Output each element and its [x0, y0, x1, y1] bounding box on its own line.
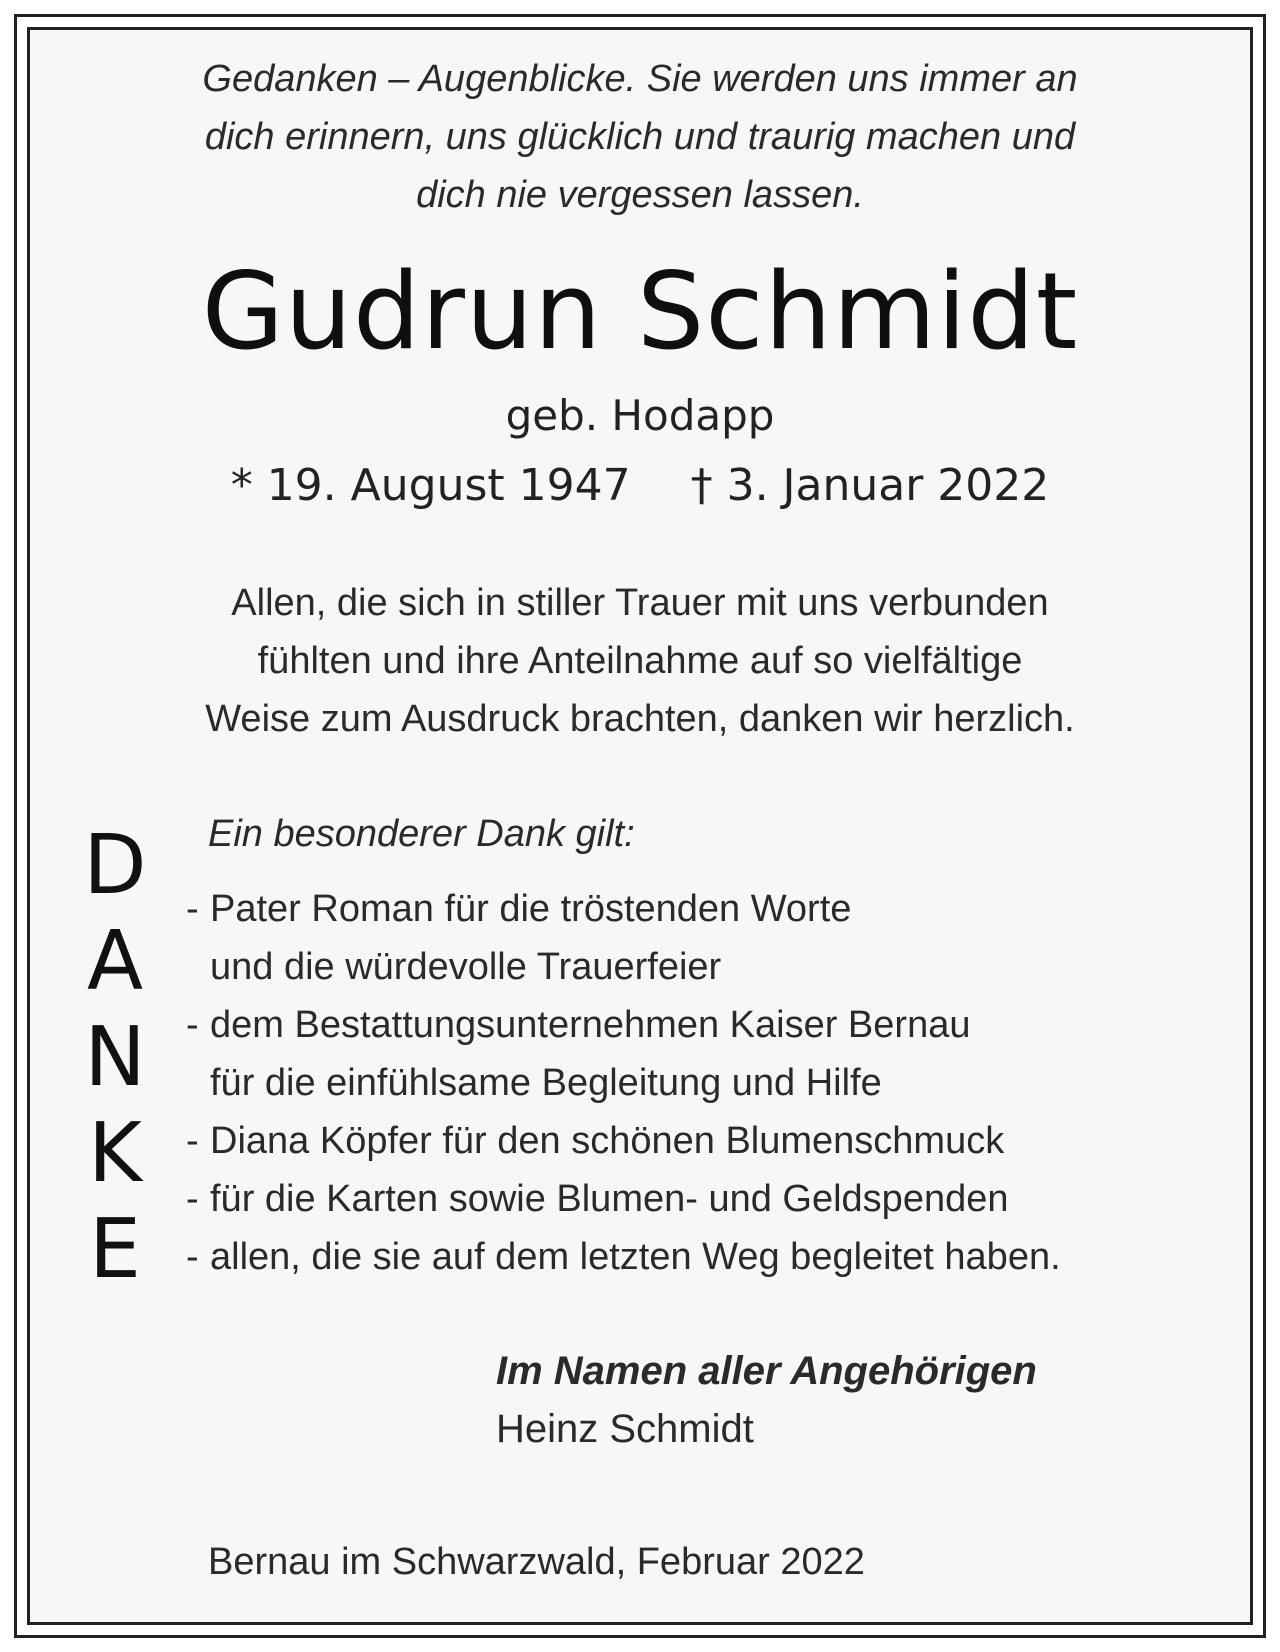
motto-line: dich erinnern, uns glücklich und traurig machen und — [204, 116, 1076, 158]
list-item — [186, 1170, 1061, 1228]
list-item-text: Pater Roman für die tröstenden Worte — [210, 888, 852, 930]
signature-lead: Im Namen aller Angehörigen — [496, 1349, 1037, 1393]
thanks-paragraph — [60, 574, 1220, 748]
list-item-text: für die Karten sowie Blumen- und Geldspenden — [210, 1178, 1009, 1220]
maiden-name: geb. Hodapp — [505, 391, 775, 440]
list-item — [186, 1112, 1061, 1170]
list-item-text: allen, die sie auf dem letzten Weg begleitet haben. — [210, 1236, 1061, 1278]
list-item-continuation: und die würdevolle Trauerfeier — [210, 946, 722, 988]
thanks-line: Weise zum Ausdruck brachten, danken wir herzlich. — [205, 698, 1075, 740]
signature-block — [496, 1342, 1037, 1458]
danke-letter: A — [86, 914, 144, 1009]
list-item — [186, 1228, 1061, 1286]
list-dash: - — [186, 888, 199, 930]
list-item-text: Diana Köpfer für den schönen Blumenschmuck — [210, 1120, 1005, 1162]
danke-letter: E — [89, 1202, 141, 1297]
danke-letter: D — [83, 818, 147, 913]
danke-letter: K — [88, 1106, 142, 1201]
list-dash: - — [186, 1004, 199, 1046]
place-and-date: Bernau im Schwarzwald, Februar 2022 — [208, 1541, 865, 1583]
signature-name: Heinz Schmidt — [496, 1407, 754, 1451]
list-item — [186, 996, 1061, 1054]
danke-letter: N — [84, 1010, 146, 1105]
life-dates — [0, 458, 1280, 514]
death-date: † 3. Januar 2022 — [690, 460, 1050, 511]
motto-line: dich nie vergessen lassen. — [416, 174, 864, 216]
list-item-continuation: für die einfühlsame Begleitung und Hilfe — [210, 1062, 882, 1104]
birth-date: * 19. August 1947 — [230, 460, 631, 511]
special-thanks-heading: Ein besonderer Dank gilt: — [208, 813, 635, 855]
list-dash: - — [186, 1120, 199, 1162]
danke-vertical-word — [80, 818, 150, 1298]
special-thanks-list — [186, 880, 1061, 1286]
motto-line: Gedanken – Augenblicke. Sie werden uns immer an — [202, 58, 1078, 100]
list-dash: - — [186, 1236, 199, 1278]
motto-quote — [60, 50, 1220, 224]
list-item-text: dem Bestattungsunternehmen Kaiser Bernau — [210, 1004, 971, 1046]
thanks-line: Allen, die sich in stiller Trauer mit uns verbunden — [231, 582, 1049, 624]
list-item — [186, 880, 1061, 938]
list-dash: - — [186, 1178, 199, 1220]
thanks-line: fühlten und ihre Anteilnahme auf so vielfältige — [257, 640, 1023, 682]
deceased-name: Gudrun Schmidt — [201, 250, 1079, 373]
